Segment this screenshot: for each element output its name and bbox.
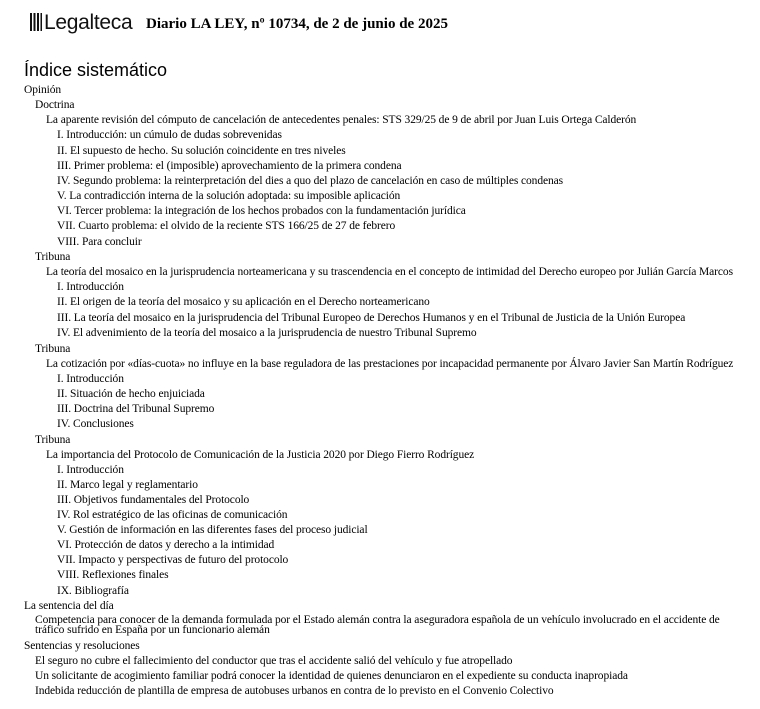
toc-item[interactable]: VI. Protección de datos y derecho a la intimidad bbox=[57, 539, 275, 551]
document-header bbox=[30, 11, 750, 37]
gazette-issue: Diario LA LEY, nº 10734, de 2 de junio de 2025 bbox=[146, 16, 448, 32]
index-title: Índice sistemático bbox=[24, 60, 168, 80]
toc-item[interactable]: VIII. Reflexiones finales bbox=[57, 569, 169, 581]
article-title[interactable]: La importancia del Protocolo de Comunicación de la Justicia 2020 por Diego Fierro Rodríguez bbox=[46, 449, 475, 461]
toc-item[interactable]: VII. Cuarto problema: el olvido de la reciente STS 166/25 de 27 de febrero bbox=[57, 220, 396, 232]
section-heading: Opinión bbox=[24, 84, 61, 96]
subsection-heading: Tribuna bbox=[35, 434, 71, 446]
toc-item[interactable]: I. Introducción bbox=[57, 464, 124, 476]
toc-item[interactable]: IV. Conclusiones bbox=[57, 418, 134, 430]
toc-item[interactable]: II. El supuesto de hecho. Su solución coincidente en tres niveles bbox=[57, 145, 346, 157]
legalteca-logo bbox=[30, 11, 132, 35]
logo-text: Legalteca bbox=[44, 11, 133, 34]
article-title[interactable]: La cotización por «días-cuota» no influye en la base reguladora de las prestaciones por incapacidad permanente por Álvaro Javier San Martín Rodríguez bbox=[46, 358, 734, 370]
toc-item[interactable]: I. Introducción bbox=[57, 373, 124, 385]
article-title[interactable]: La teoría del mosaico en la jurisprudencia norteamericana y su trascendencia en el concepto de intimidad del Derecho europeo por Julián García Marcos bbox=[46, 266, 733, 278]
toc-item[interactable]: III. Objetivos fundamentales del Protocolo bbox=[57, 494, 250, 506]
toc-item[interactable]: III. Primer problema: el (imposible) aprovechamiento de la primera condena bbox=[57, 160, 402, 172]
toc-item[interactable]: VIII. Para concluir bbox=[57, 236, 142, 248]
toc-item[interactable]: IX. Bibliografía bbox=[57, 585, 129, 597]
toc-item[interactable]: II. Situación de hecho enjuiciada bbox=[57, 388, 205, 400]
toc-item[interactable]: III. Doctrina del Tribunal Supremo bbox=[57, 403, 215, 415]
toc-item[interactable]: I. Introducción: un cúmulo de dudas sobrevenidas bbox=[57, 129, 282, 141]
article-title[interactable]: Competencia para conocer de la demanda formulada por el Estado alemán contra la aseguradora española de un vehículo involucrado en el accidente de tráfico sufrido en España por un funcionario alemán bbox=[35, 614, 720, 636]
subsection-heading: Doctrina bbox=[35, 99, 75, 111]
toc-item[interactable]: VII. Impacto y perspectivas de futuro del protocolo bbox=[57, 554, 289, 566]
toc-item[interactable]: III. La teoría del mosaico en la jurisprudencia del Tribunal Europeo de Derechos Humanos y en el Tribunal de Justicia de la Unión Europea bbox=[57, 312, 686, 324]
toc-item[interactable]: II. El origen de la teoría del mosaico y su aplicación en el Derecho norteamericano bbox=[57, 296, 430, 308]
toc-item[interactable]: IV. Rol estratégico de las oficinas de comunicación bbox=[57, 509, 288, 521]
subsection-heading: Tribuna bbox=[35, 343, 71, 355]
toc-item[interactable]: I. Introducción bbox=[57, 281, 124, 293]
article-title[interactable]: Indebida reducción de plantilla de empresa de autobuses urbanos en contra de lo previsto en el Convenio Colectivo bbox=[35, 685, 554, 697]
logo-bars-icon bbox=[30, 13, 42, 31]
subsection-heading: Tribuna bbox=[35, 251, 71, 263]
section-heading: La sentencia del día bbox=[24, 600, 114, 612]
toc-item[interactable]: IV. Segundo problema: la reinterpretación del dies a quo del plazo de cancelación en caso de múltiples condenas bbox=[57, 175, 564, 187]
article-title[interactable]: Un solicitante de acogimiento familiar podrá conocer la identidad de quienes denunciaron en el expediente su conducta inapropiada bbox=[35, 670, 628, 682]
toc-item[interactable]: V. La contradicción interna de la solución adoptada: su imposible aplicación bbox=[57, 190, 401, 202]
article-title[interactable]: El seguro no cubre el fallecimiento del conductor que tras el accidente salió del vehículo y fue atropellado bbox=[35, 655, 513, 667]
article-title[interactable]: La aparente revisión del cómputo de cancelación de antecedentes penales: STS 329/25 de 9 de abril por Juan Luis Ortega Calderón bbox=[46, 114, 637, 126]
toc-item[interactable]: II. Marco legal y reglamentario bbox=[57, 479, 198, 491]
toc-item[interactable]: V. Gestión de información en las diferentes fases del proceso judicial bbox=[57, 524, 368, 536]
section-heading: Sentencias y resoluciones bbox=[24, 640, 140, 652]
toc-item[interactable]: VI. Tercer problema: la integración de los hechos probados con la fundamentación jurídica bbox=[57, 205, 466, 217]
toc-item[interactable]: IV. El advenimiento de la teoría del mosaico a la jurisprudencia de nuestro Tribunal Supremo bbox=[57, 327, 477, 339]
